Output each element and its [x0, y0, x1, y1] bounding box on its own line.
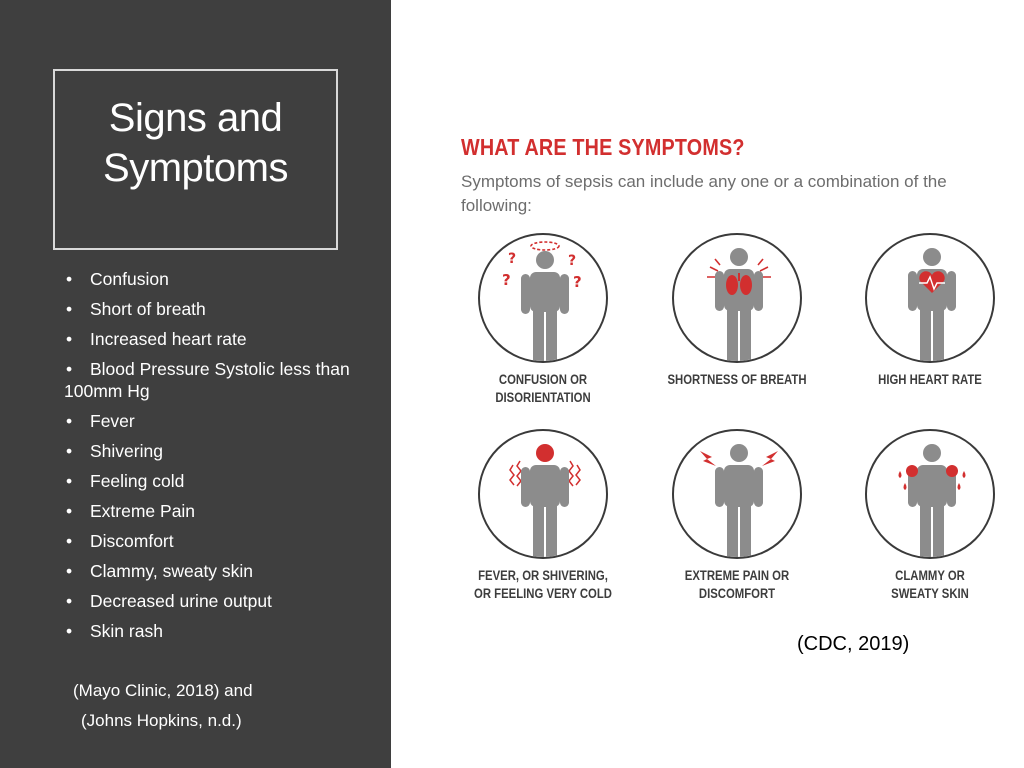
symptom-item: • Skin rash: [64, 620, 364, 650]
symptom-caption: SHORTNESS OF BREATH: [667, 372, 807, 387]
slide-title: [55, 93, 336, 193]
symptom-card-confusion: [452, 233, 632, 423]
slide-title-line-1: Signs and: [108, 96, 283, 140]
title-box: [53, 69, 338, 250]
infographic-subtitle: Symptoms of sepsis can include any one or a combination of the following:: [461, 172, 947, 215]
left-panel: [0, 0, 391, 768]
symptom-card-extreme-pain: [646, 429, 826, 619]
svg-text:?: ?: [508, 251, 517, 267]
symptom-caption: CLAMMY OR SWEATY SKIN: [891, 568, 969, 601]
source-mayo-clinic: (Mayo Clinic, 2018) and: [73, 681, 253, 700]
svg-text:?: ?: [573, 273, 582, 291]
symptom-item: • Extreme Pain: [64, 500, 364, 530]
sepsis-symptoms-infographic: [450, 130, 980, 610]
cdc-citation: (CDC, 2019): [797, 633, 910, 655]
symptom-item: • Discomfort: [64, 530, 364, 560]
svg-text:?: ?: [568, 253, 577, 269]
symptom-item: • Fever: [64, 410, 364, 440]
slide-title-line-2: Symptoms: [103, 146, 288, 190]
svg-text:?: ?: [502, 271, 511, 289]
fever-person-icon: [480, 431, 608, 559]
symptom-item: • Increased heart rate: [64, 328, 364, 358]
sweaty-person-icon: [867, 431, 995, 559]
symptom-card-clammy-skin: [839, 429, 1019, 619]
heart-person-icon: [867, 235, 995, 363]
symptom-caption: EXTREME PAIN OR DISCOMFORT: [684, 568, 790, 601]
symptom-item: • Short of breath: [64, 298, 364, 328]
symptom-card-fever: [452, 429, 632, 619]
symptom-item: • Clammy, sweaty skin: [64, 560, 364, 590]
symptom-item: • Confusion: [64, 268, 364, 298]
symptom-caption: HIGH HEART RATE: [878, 372, 982, 387]
symptom-card-shortness-of-breath: [646, 233, 826, 423]
confused-person-icon: [480, 235, 608, 363]
infographic-heading: WHAT ARE THE SYMPTOMS?: [461, 134, 745, 160]
symptom-list: [64, 268, 364, 650]
symptom-item: • Decreased urine output: [64, 590, 364, 620]
symptom-card-high-heart-rate: [839, 233, 1019, 423]
source-johns-hopkins: (Johns Hopkins, n.d.): [81, 711, 242, 730]
symptom-caption: CONFUSION OR DISORIENTATION: [495, 372, 591, 405]
symptom-item: • Blood Pressure Systolic less than 100mm Hg: [64, 358, 364, 402]
pain-person-icon: [674, 431, 802, 559]
symptom-item: • Shivering: [64, 440, 364, 470]
symptom-item: • Feeling cold: [64, 470, 364, 500]
symptom-caption: FEVER, OR SHIVERING, OR FEELING VERY COLD: [474, 568, 612, 601]
lungs-person-icon: [674, 235, 802, 363]
